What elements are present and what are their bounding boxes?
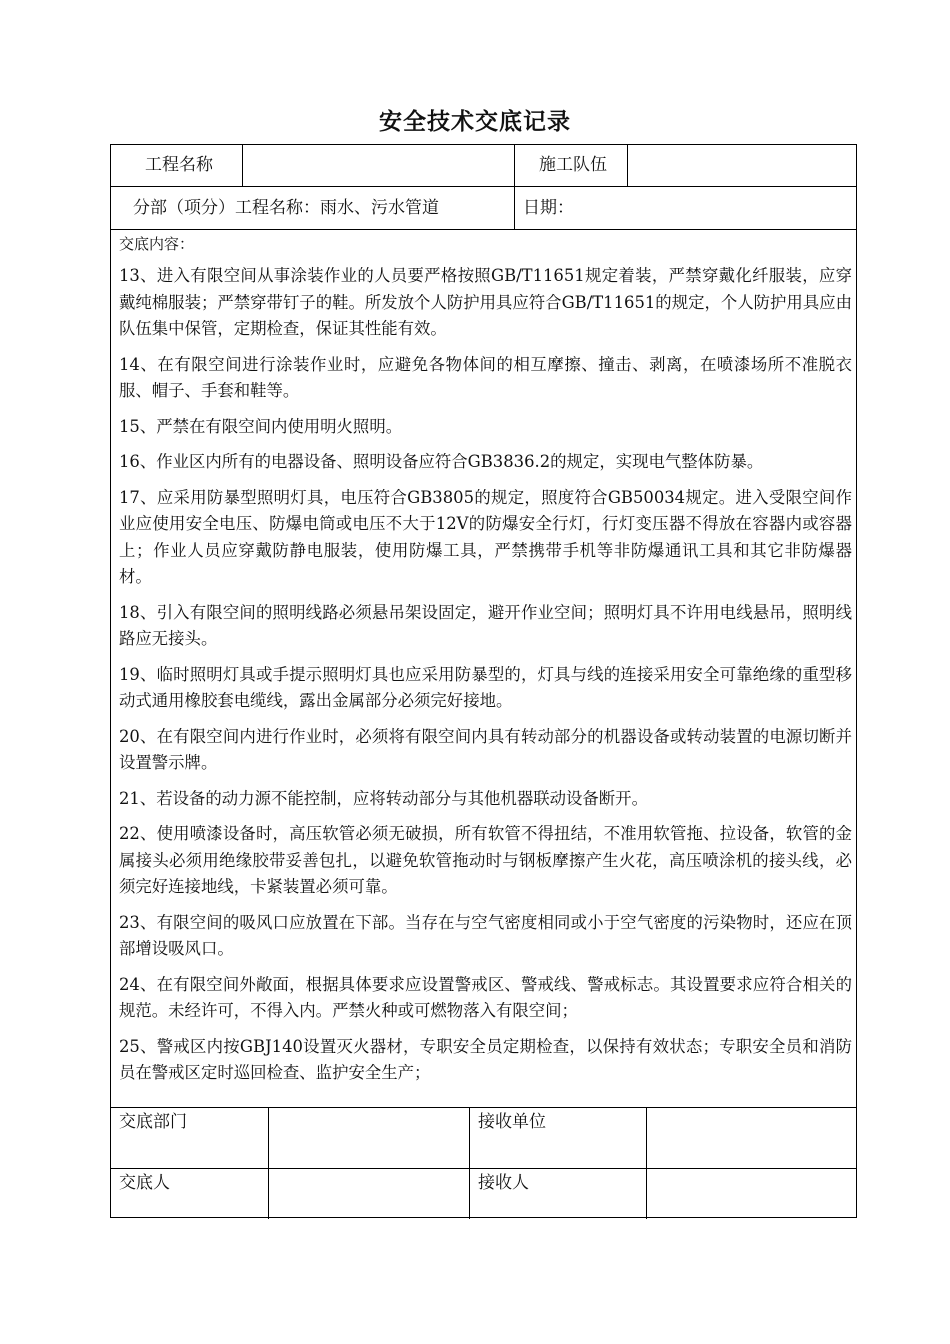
receiver-value[interactable] <box>654 1172 849 1212</box>
list-item: 14、在有限空间进行涂装作业时，应避免各物体间的相互摩擦、撞击、剥离，在喷漆场所不准脱衣服、帽子、手套和鞋等。 <box>119 354 852 400</box>
receiver-unit-value[interactable] <box>654 1111 849 1161</box>
list-item: 18、引入有限空间的照明线路必须悬吊架设固定，避开作业空间；照明灯具不许用电线悬吊，照明线路应无接头。 <box>119 602 852 648</box>
list-item: 21、若设备的动力源不能控制，应将转动部分与其他机器联动设备断开。 <box>119 788 648 808</box>
divider <box>646 1107 647 1219</box>
content-body <box>119 263 852 1096</box>
project-name-label: 工程名称 <box>145 155 213 175</box>
team-value[interactable] <box>639 154 844 176</box>
divider <box>111 186 856 187</box>
divider <box>627 145 628 186</box>
discloser-value[interactable] <box>276 1172 461 1212</box>
divider <box>111 1168 856 1169</box>
list-item: 16、作业区内所有的电器设备、照明设备应符合GB3836.2的规定，实现电气整体防暴。 <box>119 452 764 471</box>
divider <box>111 1107 856 1108</box>
list-item: 20、在有限空间内进行作业时，必须将有限空间内具有转动部分的机器设备或转动装置的电源切断并设置警示牌。 <box>119 726 852 772</box>
list-item: 22、使用喷漆设备时，高压软管必须无破损，所有软管不得扭结，不准用软管拖、拉设备，软管的金属接头必须用绝缘胶带妥善包扎，以避免软管拖动时与钢板摩擦产生火花，高压喷涂机的接头线，必须完好连接地线，卡紧装置必须可靠。 <box>119 824 852 896</box>
dept-value[interactable] <box>276 1111 461 1161</box>
list-item: 24、在有限空间外敞面，根据具体要求应设置警戒区、警戒线、警戒标志。其设置要求应符合相关的规范。未经许可，不得入内。严禁火种或可燃物落入有限空间； <box>119 974 852 1020</box>
team-label: 施工队伍 <box>539 155 607 175</box>
content-heading: 交底内容： <box>119 235 195 253</box>
list-item: 15、严禁在有限空间内使用明火照明。 <box>119 416 403 436</box>
list-item: 17、应采用防暴型照明灯具，电压符合GB3805的规定，照度符合GB50034规定。进入受限空间作业应使用安全电压、防爆电筒或电压不大于12V的防爆安全行灯，行灯变压器不得放在容器内或容器上；作业人员应穿戴防静电服装，使用防爆工具，严禁携带手机等非防爆通讯工具和其它非防爆器材。 <box>119 487 852 586</box>
divider <box>469 1107 470 1219</box>
list-item: 23、有限空间的吸风口应放置在下部。当存在与空气密度相同或小于空气密度的污染物时，还应在顶部增设吸风口。 <box>119 912 852 958</box>
list-item: 25、警戒区内按GBJ140设置灭火器材，专职安全员定期检查，以保持有效状态；专职安全员和消防员在警戒区定时巡回检查、监护安全生产； <box>119 1036 852 1082</box>
divider <box>514 145 515 229</box>
dept-label: 交底部门 <box>119 1112 187 1132</box>
discloser-label: 交底人 <box>119 1173 170 1193</box>
divider <box>242 145 243 186</box>
date-label: 日期： <box>523 198 574 218</box>
project-name-value[interactable] <box>253 154 503 176</box>
receiver-unit-label: 接收单位 <box>478 1112 546 1132</box>
disclosure-record-table <box>110 144 857 1218</box>
list-item: 13、进入有限空间从事涂装作业的人员要严格按照GB/T11651规定着装，严禁穿戴化纤服装，应穿戴纯棉服装；严禁穿带钉子的鞋。所发放个人防护用具应符合GB/T11651的规定，个人防护用具应由队伍集中保管，定期检查，保证其性能有效。 <box>119 266 852 338</box>
divider <box>268 1107 269 1219</box>
sub-project-label: 分部（项分）工程名称：雨水、污水管道 <box>133 198 439 218</box>
receiver-label: 接收人 <box>478 1173 529 1193</box>
divider <box>111 229 856 230</box>
list-item: 19、临时照明灯具或手提示照明灯具也应采用防暴型的，灯具与线的连接采用安全可靠绝缘的重型移动式通用橡胶套电缆线，露出金属部分必须完好接地。 <box>119 664 852 710</box>
page-title: 安全技术交底记录 <box>379 108 571 135</box>
